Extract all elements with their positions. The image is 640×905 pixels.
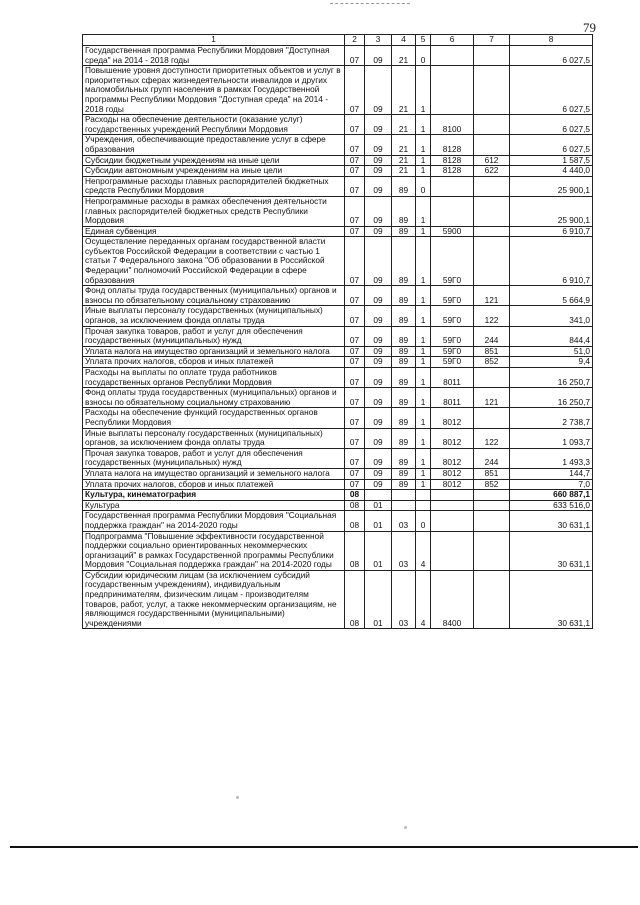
row-subprogram: 1 bbox=[416, 479, 431, 490]
row-direction: 59Г0 bbox=[431, 346, 474, 357]
row-direction: 8012 bbox=[431, 448, 474, 468]
row-subprogram: 1 bbox=[416, 166, 431, 177]
row-section: 07 bbox=[345, 479, 365, 490]
table-row bbox=[83, 346, 593, 357]
budget-table bbox=[82, 34, 593, 629]
row-subsection: 09 bbox=[365, 408, 392, 428]
row-name: Уплата прочих налогов, сборов и иных платежей bbox=[83, 357, 345, 368]
row-expense-type bbox=[474, 176, 510, 196]
row-expense-type: 852 bbox=[474, 479, 510, 490]
row-program: 89 bbox=[392, 237, 416, 286]
row-amount: 844,4 bbox=[510, 326, 593, 346]
table-row bbox=[83, 46, 593, 66]
row-section: 07 bbox=[345, 155, 365, 166]
table-row bbox=[83, 155, 593, 166]
row-section: 07 bbox=[345, 388, 365, 408]
row-subsection: 09 bbox=[365, 166, 392, 177]
row-expense-type bbox=[474, 500, 510, 511]
row-section: 07 bbox=[345, 368, 365, 388]
row-direction: 8100 bbox=[431, 115, 474, 135]
row-subprogram: 1 bbox=[416, 226, 431, 237]
table-row bbox=[83, 115, 593, 135]
row-amount: 2 738,7 bbox=[510, 408, 593, 428]
row-expense-type bbox=[474, 115, 510, 135]
row-subprogram: 0 bbox=[416, 46, 431, 66]
row-section: 07 bbox=[345, 346, 365, 357]
row-subprogram: 1 bbox=[416, 286, 431, 306]
row-direction: 8011 bbox=[431, 388, 474, 408]
row-subsection: 09 bbox=[365, 46, 392, 66]
row-program: 89 bbox=[392, 408, 416, 428]
row-program: 03 bbox=[392, 531, 416, 570]
row-expense-type bbox=[474, 570, 510, 629]
row-direction: 8128 bbox=[431, 135, 474, 155]
row-section: 07 bbox=[345, 135, 365, 155]
row-amount: 1 587,5 bbox=[510, 155, 593, 166]
row-direction bbox=[431, 46, 474, 66]
row-name: Единая субвенция bbox=[83, 226, 345, 237]
row-amount: 1 493,3 bbox=[510, 448, 593, 468]
row-subsection: 01 bbox=[365, 500, 392, 511]
row-amount: 660 887,1 bbox=[510, 490, 593, 501]
row-subsection: 09 bbox=[365, 388, 392, 408]
row-name: Субсидии юридическим лицам (за исключением субсидий государственным учреждениям), индивидуальным предпринимателям, физическим лицам - производителям товаров, работ, услуг, а также некоммерческим организациям, не являющимся государственными (муниципальными) учреждениями bbox=[83, 570, 345, 629]
row-amount: 30 631,1 bbox=[510, 570, 593, 629]
row-direction: 8012 bbox=[431, 408, 474, 428]
row-direction: 59Г0 bbox=[431, 306, 474, 326]
col-header: 8 bbox=[510, 35, 593, 46]
row-expense-type bbox=[474, 368, 510, 388]
row-subsection: 09 bbox=[365, 448, 392, 468]
row-subprogram: 1 bbox=[416, 237, 431, 286]
row-program: 21 bbox=[392, 166, 416, 177]
col-header: 5 bbox=[416, 35, 431, 46]
row-expense-type: 244 bbox=[474, 448, 510, 468]
row-section: 07 bbox=[345, 176, 365, 196]
row-section: 07 bbox=[345, 115, 365, 135]
row-section: 08 bbox=[345, 500, 365, 511]
row-direction: 8012 bbox=[431, 468, 474, 479]
row-expense-type: 852 bbox=[474, 357, 510, 368]
row-name: Субсидии автономным учреждениям на иные цели bbox=[83, 166, 345, 177]
row-section: 08 bbox=[345, 570, 365, 629]
row-section: 08 bbox=[345, 531, 365, 570]
row-subprogram: 1 bbox=[416, 135, 431, 155]
row-subprogram: 1 bbox=[416, 306, 431, 326]
table-row bbox=[83, 226, 593, 237]
row-expense-type bbox=[474, 408, 510, 428]
row-name: Государственная программа Республики Мордовия "Доступная среда" на 2014 - 2018 годы bbox=[83, 46, 345, 66]
col-header: 2 bbox=[345, 35, 365, 46]
row-subprogram: 1 bbox=[416, 115, 431, 135]
row-program: 03 bbox=[392, 511, 416, 531]
row-amount: 25 900,1 bbox=[510, 176, 593, 196]
table-row bbox=[83, 306, 593, 326]
row-name: Прочая закупка товаров, работ и услуг для обеспечения государственных (муниципальных) нужд bbox=[83, 448, 345, 468]
row-subsection bbox=[365, 490, 392, 501]
col-header: 3 bbox=[365, 35, 392, 46]
scan-dot bbox=[404, 826, 407, 829]
row-amount: 9,4 bbox=[510, 357, 593, 368]
row-subprogram: 1 bbox=[416, 388, 431, 408]
row-subsection: 09 bbox=[365, 155, 392, 166]
table-row bbox=[83, 479, 593, 490]
row-name: Непрограммные расходы в рамках обеспечения деятельности главных распорядителей бюджетных средств Республики Мордовия bbox=[83, 196, 345, 226]
row-name: Иные выплаты персоналу государственных (муниципальных) органов, за исключением фонда оплаты труда bbox=[83, 306, 345, 326]
row-subprogram bbox=[416, 500, 431, 511]
row-direction bbox=[431, 196, 474, 226]
row-program: 89 bbox=[392, 468, 416, 479]
row-expense-type: 612 bbox=[474, 155, 510, 166]
row-amount: 25 900,1 bbox=[510, 196, 593, 226]
row-name: Субсидии бюджетным учреждениям на иные цели bbox=[83, 155, 345, 166]
row-name: Учреждения, обеспечивающие предоставление услуг в сфере образования bbox=[83, 135, 345, 155]
row-name: Государственная программа Республики Мордовия "Социальная поддержка граждан" на 2014-2020 годы bbox=[83, 511, 345, 531]
row-section: 08 bbox=[345, 490, 365, 501]
row-expense-type bbox=[474, 531, 510, 570]
bottom-rule bbox=[10, 846, 638, 848]
row-section: 07 bbox=[345, 448, 365, 468]
table-row bbox=[83, 511, 593, 531]
table-row bbox=[83, 500, 593, 511]
row-expense-type: 122 bbox=[474, 306, 510, 326]
row-direction: 59Г0 bbox=[431, 357, 474, 368]
row-program: 89 bbox=[392, 428, 416, 448]
row-program: 89 bbox=[392, 286, 416, 306]
table-row bbox=[83, 166, 593, 177]
row-amount: 144,7 bbox=[510, 468, 593, 479]
table-row bbox=[83, 135, 593, 155]
row-amount: 5 664,9 bbox=[510, 286, 593, 306]
scan-dot bbox=[236, 796, 239, 799]
row-subprogram bbox=[416, 490, 431, 501]
row-direction: 8012 bbox=[431, 428, 474, 448]
row-subsection: 09 bbox=[365, 346, 392, 357]
row-subsection: 01 bbox=[365, 570, 392, 629]
row-subprogram: 1 bbox=[416, 357, 431, 368]
row-program: 89 bbox=[392, 368, 416, 388]
row-section: 07 bbox=[345, 357, 365, 368]
table-row bbox=[83, 196, 593, 226]
table-row bbox=[83, 570, 593, 629]
row-expense-type: 851 bbox=[474, 468, 510, 479]
row-expense-type: 622 bbox=[474, 166, 510, 177]
row-subsection: 01 bbox=[365, 511, 392, 531]
row-direction: 8400 bbox=[431, 570, 474, 629]
row-direction: 8011 bbox=[431, 368, 474, 388]
row-subsection: 09 bbox=[365, 135, 392, 155]
row-direction: 59Г0 bbox=[431, 286, 474, 306]
row-direction bbox=[431, 500, 474, 511]
row-subprogram: 1 bbox=[416, 448, 431, 468]
row-subsection: 09 bbox=[365, 357, 392, 368]
row-subprogram: 4 bbox=[416, 531, 431, 570]
row-expense-type bbox=[474, 490, 510, 501]
row-amount: 51,0 bbox=[510, 346, 593, 357]
row-program: 89 bbox=[392, 346, 416, 357]
row-subsection: 09 bbox=[365, 306, 392, 326]
row-expense-type bbox=[474, 66, 510, 115]
row-subprogram: 1 bbox=[416, 468, 431, 479]
row-section: 07 bbox=[345, 46, 365, 66]
row-program: 89 bbox=[392, 226, 416, 237]
row-expense-type bbox=[474, 237, 510, 286]
row-amount: 6 027,5 bbox=[510, 46, 593, 66]
table-row bbox=[83, 531, 593, 570]
table-row bbox=[83, 357, 593, 368]
row-subsection: 09 bbox=[365, 286, 392, 306]
row-subsection: 09 bbox=[365, 115, 392, 135]
row-amount: 6 027,5 bbox=[510, 66, 593, 115]
row-expense-type bbox=[474, 135, 510, 155]
row-subprogram: 1 bbox=[416, 346, 431, 357]
row-amount: 6 910,7 bbox=[510, 226, 593, 237]
row-expense-type: 121 bbox=[474, 388, 510, 408]
row-subprogram: 4 bbox=[416, 570, 431, 629]
row-subprogram: 0 bbox=[416, 511, 431, 531]
row-section: 07 bbox=[345, 237, 365, 286]
row-amount: 6 027,5 bbox=[510, 115, 593, 135]
row-subprogram: 1 bbox=[416, 428, 431, 448]
row-subprogram: 1 bbox=[416, 155, 431, 166]
row-section: 07 bbox=[345, 286, 365, 306]
row-name: Повышение уровня доступности приоритетных объектов и услуг в приоритетных сферах жизнедеятельности инвалидов и других маломобильных групп населения в рамках Государственной программы Республики Мордовия "Доступная среда" на 2014 - 2018 годы bbox=[83, 66, 345, 115]
table-row bbox=[83, 326, 593, 346]
row-direction: 8128 bbox=[431, 166, 474, 177]
row-name: Расходы на выплаты по оплате труда работников государственных органов Республики Мордовия bbox=[83, 368, 345, 388]
row-name: Фонд оплаты труда государственных (муниципальных) органов и взносы по обязательному социальному страхованию bbox=[83, 286, 345, 306]
table-row bbox=[83, 237, 593, 286]
row-program bbox=[392, 490, 416, 501]
row-expense-type: 851 bbox=[474, 346, 510, 357]
row-subprogram: 0 bbox=[416, 176, 431, 196]
row-name: Культура, кинематография bbox=[83, 490, 345, 501]
row-section: 07 bbox=[345, 408, 365, 428]
row-amount: 633 516,0 bbox=[510, 500, 593, 511]
row-amount: 341,0 bbox=[510, 306, 593, 326]
col-header: 6 bbox=[431, 35, 474, 46]
row-direction: 8128 bbox=[431, 155, 474, 166]
row-name: Подпрограмма "Повышение эффективности государственной поддержки социально ориентированных некоммерческих организаций" в рамках Государственной программы Республики Мордовия "Социальная поддержка граждан" на 2014-2020 годы bbox=[83, 531, 345, 570]
row-name: Иные выплаты персоналу государственных (муниципальных) органов, за исключением фонда оплаты труда bbox=[83, 428, 345, 448]
col-header: 7 bbox=[474, 35, 510, 46]
row-program bbox=[392, 500, 416, 511]
row-subprogram: 1 bbox=[416, 196, 431, 226]
row-subsection: 09 bbox=[365, 226, 392, 237]
row-subsection: 09 bbox=[365, 66, 392, 115]
row-program: 03 bbox=[392, 570, 416, 629]
row-expense-type bbox=[474, 196, 510, 226]
row-direction bbox=[431, 511, 474, 531]
row-subsection: 09 bbox=[365, 368, 392, 388]
row-name: Уплата налога на имущество организаций и земельного налога bbox=[83, 346, 345, 357]
row-subprogram: 1 bbox=[416, 326, 431, 346]
row-section: 07 bbox=[345, 66, 365, 115]
table-body bbox=[83, 46, 593, 629]
row-name: Уплата налога на имущество организаций и земельного налога bbox=[83, 468, 345, 479]
row-section: 07 bbox=[345, 196, 365, 226]
page-number: 79 bbox=[583, 20, 596, 35]
row-amount: 16 250,7 bbox=[510, 388, 593, 408]
row-subprogram: 1 bbox=[416, 66, 431, 115]
row-subsection: 09 bbox=[365, 479, 392, 490]
row-subprogram: 1 bbox=[416, 408, 431, 428]
row-program: 89 bbox=[392, 306, 416, 326]
row-name: Культура bbox=[83, 500, 345, 511]
row-program: 89 bbox=[392, 448, 416, 468]
row-amount: 16 250,7 bbox=[510, 368, 593, 388]
row-amount: 30 631,1 bbox=[510, 511, 593, 531]
table-row bbox=[83, 176, 593, 196]
row-program: 89 bbox=[392, 326, 416, 346]
row-subsection: 09 bbox=[365, 196, 392, 226]
table-row bbox=[83, 468, 593, 479]
row-direction bbox=[431, 490, 474, 501]
row-section: 08 bbox=[345, 511, 365, 531]
row-amount: 1 093,7 bbox=[510, 428, 593, 448]
col-header: 1 bbox=[83, 35, 345, 46]
table-row bbox=[83, 368, 593, 388]
row-direction: 5900 bbox=[431, 226, 474, 237]
row-amount: 30 631,1 bbox=[510, 531, 593, 570]
row-subsection: 09 bbox=[365, 237, 392, 286]
row-name: Расходы на обеспечение функций государственных органов Республики Мордовия bbox=[83, 408, 345, 428]
row-expense-type bbox=[474, 226, 510, 237]
table-row bbox=[83, 66, 593, 115]
row-subsection: 09 bbox=[365, 428, 392, 448]
table-row bbox=[83, 490, 593, 501]
row-name: Расходы на обеспечение деятельности (оказание услуг) государственных учреждений Республики Мордовия bbox=[83, 115, 345, 135]
row-program: 89 bbox=[392, 388, 416, 408]
row-direction: 59Г0 bbox=[431, 237, 474, 286]
table-row bbox=[83, 388, 593, 408]
table-row bbox=[83, 448, 593, 468]
row-name: Уплата прочих налогов, сборов и иных платежей bbox=[83, 479, 345, 490]
row-section: 07 bbox=[345, 226, 365, 237]
row-expense-type bbox=[474, 511, 510, 531]
row-program: 89 bbox=[392, 479, 416, 490]
row-section: 07 bbox=[345, 468, 365, 479]
table-header-row bbox=[83, 35, 593, 46]
row-program: 21 bbox=[392, 155, 416, 166]
row-expense-type bbox=[474, 46, 510, 66]
row-program: 21 bbox=[392, 46, 416, 66]
row-program: 21 bbox=[392, 115, 416, 135]
row-amount: 4 440,0 bbox=[510, 166, 593, 177]
row-expense-type: 122 bbox=[474, 428, 510, 448]
scan-top-marks bbox=[330, 3, 410, 5]
row-name: Осуществление переданных органам государственной власти субъектов Российской Федерации в соответствии с частью 1 статьи 7 Федерального закона "Об образовании в Российской Федерации" полномочий Российской Федерации в сфере образования bbox=[83, 237, 345, 286]
row-name: Непрограммные расходы главных распорядителей бюджетных средств Республики Мордовия bbox=[83, 176, 345, 196]
row-section: 07 bbox=[345, 326, 365, 346]
row-section: 07 bbox=[345, 166, 365, 177]
row-direction bbox=[431, 66, 474, 115]
table-row bbox=[83, 286, 593, 306]
row-subsection: 09 bbox=[365, 468, 392, 479]
row-amount: 6 027,5 bbox=[510, 135, 593, 155]
row-subsection: 01 bbox=[365, 531, 392, 570]
row-amount: 6 910,7 bbox=[510, 237, 593, 286]
row-expense-type: 121 bbox=[474, 286, 510, 306]
row-section: 07 bbox=[345, 428, 365, 448]
row-name: Фонд оплаты труда государственных (муниципальных) органов и взносы по обязательному социальному страхованию bbox=[83, 388, 345, 408]
row-section: 07 bbox=[345, 306, 365, 326]
row-subsection: 09 bbox=[365, 326, 392, 346]
row-direction bbox=[431, 176, 474, 196]
row-direction: 59Г0 bbox=[431, 326, 474, 346]
table-row bbox=[83, 408, 593, 428]
row-program: 21 bbox=[392, 66, 416, 115]
row-direction bbox=[431, 531, 474, 570]
col-header: 4 bbox=[392, 35, 416, 46]
row-program: 21 bbox=[392, 135, 416, 155]
row-program: 89 bbox=[392, 357, 416, 368]
row-amount: 7,0 bbox=[510, 479, 593, 490]
table-row bbox=[83, 428, 593, 448]
row-subprogram: 1 bbox=[416, 368, 431, 388]
row-subsection: 09 bbox=[365, 176, 392, 196]
row-program: 89 bbox=[392, 196, 416, 226]
row-direction: 8012 bbox=[431, 479, 474, 490]
row-expense-type: 244 bbox=[474, 326, 510, 346]
row-program: 89 bbox=[392, 176, 416, 196]
row-name: Прочая закупка товаров, работ и услуг для обеспечения государственных (муниципальных) нужд bbox=[83, 326, 345, 346]
